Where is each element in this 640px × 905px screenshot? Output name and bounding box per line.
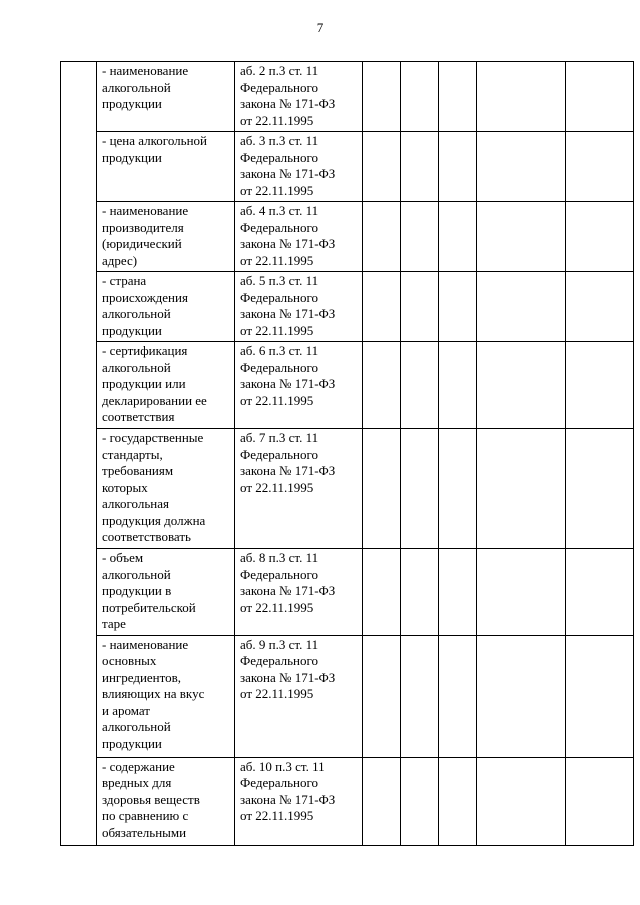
empty-cell	[439, 549, 477, 636]
empty-cell	[566, 342, 634, 429]
empty-cell	[477, 635, 566, 757]
legal-reference-cell	[235, 635, 363, 757]
empty-cell	[363, 202, 401, 272]
empty-cell	[566, 429, 634, 549]
empty-cell	[566, 202, 634, 272]
empty-cell	[363, 272, 401, 342]
empty-cell	[439, 757, 477, 845]
empty-cell	[401, 757, 439, 845]
empty-cell	[439, 202, 477, 272]
requirement-text: - сертификация алкогольной продукции или декларировании ее соответствия	[102, 343, 207, 424]
table-row	[61, 62, 634, 132]
requirement-cell	[97, 62, 235, 132]
empty-cell	[401, 549, 439, 636]
empty-cell	[477, 549, 566, 636]
empty-cell	[566, 549, 634, 636]
empty-cell	[566, 635, 634, 757]
requirement-text: - страна происхождения алкогольной продукции	[102, 273, 188, 338]
empty-cell	[477, 272, 566, 342]
legal-reference-cell	[235, 62, 363, 132]
requirement-cell	[97, 272, 235, 342]
legal-reference-text: аб. 3 п.3 ст. 11 Федерального закона № 171-ФЗ от 22.11.1995	[240, 133, 336, 198]
table-row	[61, 429, 634, 549]
table-row	[61, 757, 634, 845]
legal-reference-cell	[235, 342, 363, 429]
empty-cell	[363, 635, 401, 757]
empty-cell	[477, 202, 566, 272]
requirement-cell	[97, 757, 235, 845]
empty-cell	[363, 757, 401, 845]
empty-cell	[439, 635, 477, 757]
empty-cell	[566, 757, 634, 845]
empty-cell	[477, 62, 566, 132]
legal-reference-text: аб. 4 п.3 ст. 11 Федерального закона № 171-ФЗ от 22.11.1995	[240, 203, 336, 268]
legal-reference-cell	[235, 202, 363, 272]
empty-cell	[439, 132, 477, 202]
legal-reference-cell	[235, 132, 363, 202]
empty-cell	[566, 272, 634, 342]
empty-cell	[439, 272, 477, 342]
legal-reference-text: аб. 6 п.3 ст. 11 Федерального закона № 171-ФЗ от 22.11.1995	[240, 343, 336, 408]
empty-cell	[566, 132, 634, 202]
legal-reference-text: аб. 7 п.3 ст. 11 Федерального закона № 171-ФЗ от 22.11.1995	[240, 430, 336, 495]
requirement-text: - наименование производителя (юридический адрес)	[102, 203, 189, 268]
empty-cell	[401, 429, 439, 549]
legal-reference-cell	[235, 757, 363, 845]
requirement-text: - государственные стандарты, требованиям которых алкогольная продукция должна соответствовать	[102, 430, 206, 544]
empty-cell	[477, 342, 566, 429]
requirement-text: - наименование алкогольной продукции	[102, 63, 189, 111]
empty-cell	[439, 62, 477, 132]
requirement-cell	[97, 635, 235, 757]
empty-cell	[566, 62, 634, 132]
table-row	[61, 202, 634, 272]
empty-cell	[401, 635, 439, 757]
requirement-cell	[97, 132, 235, 202]
legal-reference-cell	[235, 272, 363, 342]
empty-cell	[401, 272, 439, 342]
empty-cell	[363, 429, 401, 549]
legal-reference-text: аб. 10 п.3 ст. 11 Федерального закона № 171-ФЗ от 22.11.1995	[240, 758, 336, 823]
requirement-text: - цена алкогольной продукции	[102, 133, 207, 165]
merged-number-cell	[61, 62, 97, 846]
requirement-cell	[97, 549, 235, 636]
empty-cell	[401, 202, 439, 272]
empty-cell	[363, 549, 401, 636]
empty-cell	[477, 132, 566, 202]
table-row	[61, 132, 634, 202]
empty-cell	[401, 342, 439, 429]
table-row	[61, 635, 634, 757]
empty-cell	[439, 342, 477, 429]
page-number: 7	[316, 20, 324, 35]
requirement-cell	[97, 342, 235, 429]
empty-cell	[477, 757, 566, 845]
legal-reference-text: аб. 2 п.3 ст. 11 Федерального закона № 171-ФЗ от 22.11.1995	[240, 63, 336, 128]
empty-cell	[363, 132, 401, 202]
table-row	[61, 342, 634, 429]
requirement-text: - наименование основных ингредиентов, влияющих на вкус и аромат алкогольной продукции	[102, 636, 205, 751]
legal-reference-cell	[235, 549, 363, 636]
requirement-cell	[97, 202, 235, 272]
empty-cell	[363, 62, 401, 132]
checklist-table	[60, 61, 634, 846]
legal-reference-text: аб. 9 п.3 ст. 11 Федерального закона № 171-ФЗ от 22.11.1995	[240, 636, 336, 701]
legal-reference-text: аб. 8 п.3 ст. 11 Федерального закона № 171-ФЗ от 22.11.1995	[240, 550, 336, 615]
empty-cell	[439, 429, 477, 549]
empty-cell	[401, 132, 439, 202]
legal-reference-text: аб. 5 п.3 ст. 11 Федерального закона № 171-ФЗ от 22.11.1995	[240, 273, 336, 338]
requirement-text: - содержание вредных для здоровья веществ по сравнению с обязательными	[102, 758, 200, 840]
legal-reference-cell	[235, 429, 363, 549]
empty-cell	[477, 429, 566, 549]
requirement-text: - объем алкогольной продукции в потребительской таре	[102, 550, 196, 631]
table-row	[61, 549, 634, 636]
table-row	[61, 272, 634, 342]
empty-cell	[401, 62, 439, 132]
requirement-cell	[97, 429, 235, 549]
empty-cell	[363, 342, 401, 429]
